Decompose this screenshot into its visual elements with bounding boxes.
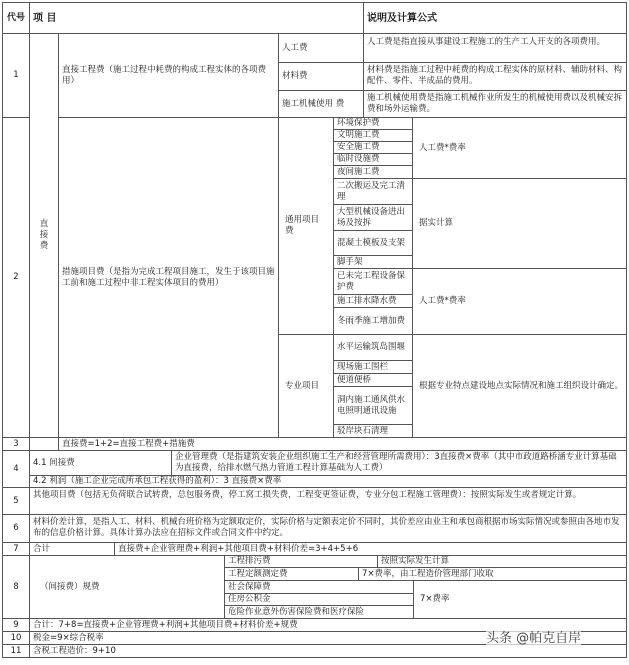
formula-special: 根据专业特点建设地点实际情况和施工组织设计确定。 [412, 334, 627, 438]
measure-item: 驳岸块石清理 [333, 424, 413, 438]
fee-item-desc: 7×费率，由工程造价管理部门收取 [358, 567, 627, 581]
formula-labor-rate: 人工费*费率 [412, 117, 627, 179]
row1-sub-material-desc: 材料费是指施工过程中耗费的构成工程实体的原材料、辅助材料、构配件、零件、半成品的费用。 [363, 62, 627, 91]
formula-actual: 据实计算 [412, 178, 627, 269]
row4-indirect-label: 4.1 间接费 [29, 450, 172, 476]
row1-code: 1 [2, 33, 30, 118]
row3-code: 3 [2, 437, 30, 451]
row4-management-fee: 企业管理费（是指建筑安装企业组织施工生产和经营管理所需费用）：3直接费×费率（其中市政道路桥涵专业计算基础为直接费，给排水燃气热力管道工程计算基础为人工费） [171, 450, 627, 476]
row10-code: 10 [2, 631, 30, 645]
row7-text: 直接费+企业管理费+利润+其他项目费+材料价差=3+4+5+6 [114, 542, 627, 556]
fee-item: 工程排污费 [224, 555, 378, 568]
row7-label: 合计 [29, 542, 115, 556]
row2-name: 措施项目费（是指为完成工程项目施工，发生于该项目施工前和施工过程中非工程实体项目的费用） [58, 117, 279, 438]
measure-item: 夜间施工费 [333, 165, 413, 179]
measure-item: 现场施工围栏 [333, 360, 413, 374]
measure-item: 洞内施工通风供水电照明通讯设施 [333, 386, 413, 425]
header-code: 代号 [2, 2, 30, 34]
row10-text: 税金=9×综合税率 [29, 631, 627, 645]
fee-item: 住房公积金 [224, 593, 414, 606]
row6-code: 6 [2, 514, 30, 543]
measure-item: 临时设施费 [333, 153, 413, 166]
measure-item: 安全施工费 [333, 141, 413, 154]
row1-sub-machine-desc: 施工机械使用费是指施工机械作业所发生的机械使用费以及机械安拆费和场外运输费。 [363, 90, 627, 118]
row11-code: 11 [2, 644, 30, 658]
row5-text: 其他项目费（包括无负荷联合试转费，总包服务费，停工窝工损失费，工程变更签证费，专业分包工程施工管理费）：按照实际发生或者规定计算。 [29, 487, 627, 515]
measure-item: 文明施工费 [333, 129, 413, 142]
row1-name: 直接工程费（施工过程中耗费的构成工程实体的各项费用） [58, 33, 279, 118]
measure-item: 混凝土模板及支架 [333, 230, 413, 256]
header-description: 说明及计算公式 [363, 2, 627, 34]
row1-sub-labor: 人工费 [278, 33, 364, 63]
fee-item: 社会保障费 [224, 580, 414, 594]
measure-item: 已未完工程设备保护费 [333, 268, 413, 295]
row2-code: 2 [2, 117, 30, 438]
fee-item: 危险作业意外伤害保险费和医疗保险 [224, 605, 414, 619]
fee-rate: 7×费率 [413, 580, 627, 619]
header-item: 项 目 [29, 2, 364, 34]
row4-code: 4 [2, 450, 30, 488]
row7-code: 7 [2, 542, 30, 556]
measure-item: 施工排水降水费 [333, 294, 413, 308]
measure-item: 大型机械设备进出场及按拆 [333, 204, 413, 231]
measure-item: 二次搬运及完工清理 [333, 178, 413, 205]
row5-code: 5 [2, 487, 30, 515]
fee-item-desc: 按照实际发生计算 [377, 555, 627, 568]
fee-item: 工程定额测定费 [224, 567, 359, 581]
measure-item: 便道便桥 [333, 373, 413, 387]
row8-label: （间接费）规费 [29, 555, 225, 619]
row8-code: 8 [2, 555, 30, 619]
general-items-label: 通用项目费 [278, 117, 334, 335]
row1-sub-labor-desc: 人工费是指直接从事建设工程施工的生产工人开支的各项费用。 [363, 33, 627, 63]
measure-item: 水平运输筑岛围堰 [333, 334, 413, 361]
watermark: 头条 @帕克自岸 [486, 627, 581, 646]
formula-labor-rate-2: 人工费*费率 [412, 268, 627, 335]
direct-fee-label: 直接费 [29, 33, 59, 438]
row1-sub-machine: 施工机械使用 费 [278, 90, 364, 118]
row4-profit: 4.2 利润（施工企业完成所承包工程获得的盈利）：3 直接费×费率 [29, 475, 627, 488]
measure-item: 冬雨季施工增加费 [333, 307, 413, 335]
row3-text: 直接费=1+2=直接工程费+措施费 [58, 437, 627, 451]
row1-sub-material: 材料费 [278, 62, 364, 91]
row9-text: 合计：7+8=直接费+企业管理费+利润+其他项目费+材料价差+规费 [29, 618, 627, 632]
measure-item: 环境保护费 [333, 117, 413, 130]
special-items-label: 专业项目 [278, 334, 334, 438]
row9-code: 9 [2, 618, 30, 632]
row6-text: 材料价差计算，是指人工、材料、机械台班价格为定额取定价，实际价格与定额表定价不同时，其价差应由业主和承包商根据市场实际情况或参照由各地市发布的信息价格计算。具体计算办法应在招标文件或合同文件中约定。 [29, 514, 627, 543]
measure-item: 脚手架 [333, 255, 413, 269]
row11-text: 含税工程造价：9+10 [29, 644, 627, 658]
